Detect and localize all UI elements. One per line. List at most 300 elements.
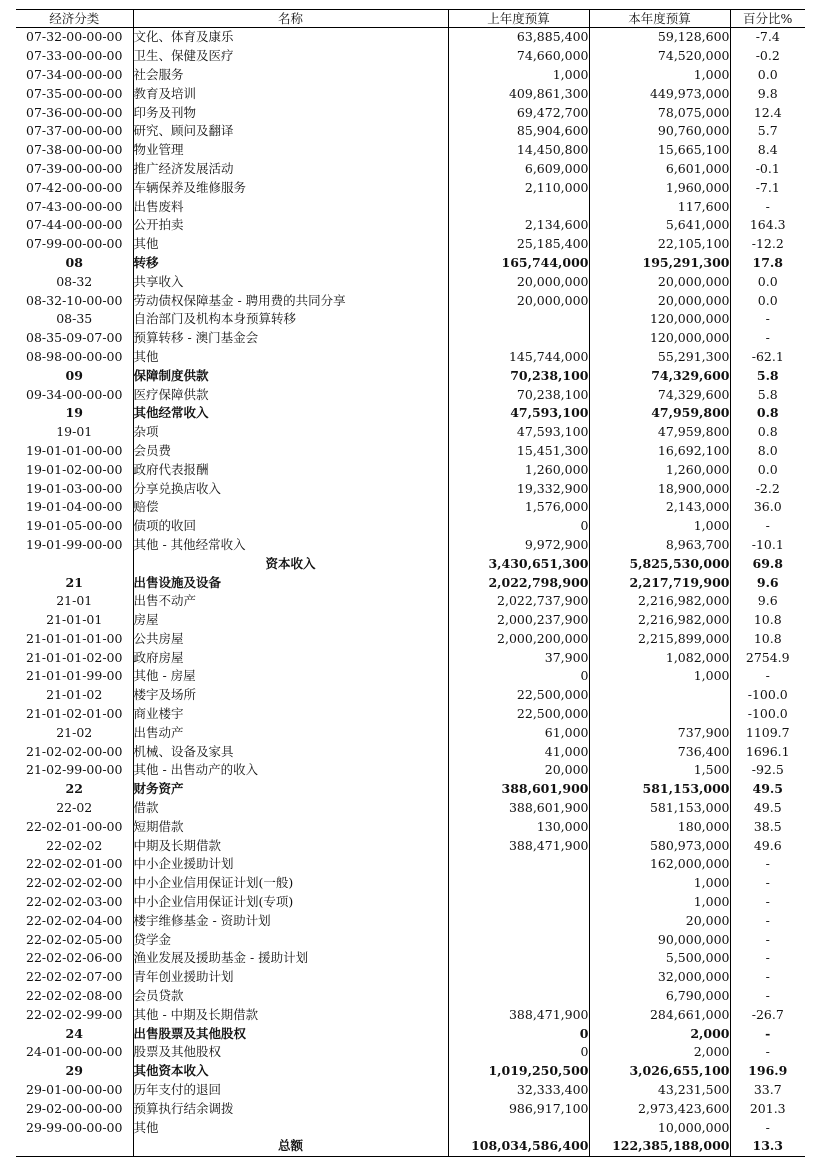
table-row [16, 366, 805, 385]
percentage-cell: 17.8 [730, 254, 805, 273]
item-name-cell: 车辆保养及维修服务 [133, 178, 448, 197]
current-year-amount-cell: 32,000,000 [589, 968, 730, 987]
percentage-cell: -92.5 [730, 761, 805, 780]
percentage-cell: - [730, 197, 805, 216]
previous-year-amount-cell: 0 [448, 517, 589, 536]
item-name-cell: 其他 [133, 348, 448, 367]
economic-code-cell: 22-02-02-03-00 [26, 894, 123, 910]
percentage-cell: - [730, 930, 805, 949]
percentage-cell: -7.1 [730, 178, 805, 197]
economic-code-cell: 09 [65, 367, 83, 383]
previous-year-amount-cell: 388,471,900 [448, 1005, 589, 1024]
table-row [16, 667, 805, 686]
percentage-cell: 9.6 [730, 573, 805, 592]
item-name-cell: 中小企业信用保证计划(专项) [133, 893, 448, 912]
economic-code-cell: 21-01-02 [46, 687, 103, 703]
previous-year-amount-cell: 85,904,600 [448, 122, 589, 141]
current-year-amount-cell: 2,216,982,000 [589, 592, 730, 611]
item-name-cell: 总额 [133, 1137, 448, 1156]
percentage-cell: 5.8 [730, 366, 805, 385]
current-year-amount-cell: 90,000,000 [589, 930, 730, 949]
table-row [16, 442, 805, 461]
previous-year-amount-cell: 2,022,737,900 [448, 592, 589, 611]
economic-code-cell: 08-35-09-07-00 [26, 330, 123, 346]
percentage-cell: 49.5 [730, 799, 805, 818]
economic-code-cell: 07-43-00-00-00 [26, 198, 123, 214]
percentage-cell: - [730, 329, 805, 348]
item-name-cell: 出售股票及其他股权 [133, 1024, 448, 1043]
percentage-cell: 0.0 [730, 272, 805, 291]
previous-year-amount-cell: 32,333,400 [448, 1081, 589, 1100]
percentage-cell: - [730, 874, 805, 893]
item-name-cell: 教育及培训 [133, 84, 448, 103]
percentage-cell: - [730, 987, 805, 1006]
table-row [16, 780, 805, 799]
previous-year-amount-cell: 145,744,000 [448, 348, 589, 367]
item-name-cell: 保障制度供款 [133, 366, 448, 385]
current-year-amount-cell: 15,665,100 [589, 141, 730, 160]
previous-year-amount-cell: 20,000 [448, 761, 589, 780]
economic-code-cell: 22-02-01-00-00 [26, 818, 123, 834]
percentage-cell: - [730, 893, 805, 912]
current-year-amount-cell: 16,692,100 [589, 442, 730, 461]
economic-code-cell [16, 554, 133, 573]
percentage-cell: - [730, 968, 805, 987]
table-row [16, 930, 805, 949]
item-name-cell: 其他经常收入 [133, 404, 448, 423]
previous-year-amount-cell: 14,450,800 [448, 141, 589, 160]
header-row [16, 10, 805, 28]
table-row [16, 272, 805, 291]
economic-code-cell: 08-32-10-00-00 [26, 292, 123, 308]
previous-year-amount-cell: 47,593,100 [448, 423, 589, 442]
economic-code-cell: 21-01-01-01-00 [26, 630, 123, 646]
table-row [16, 28, 805, 47]
item-name-cell: 卫生、保健及医疗 [133, 47, 448, 66]
percentage-cell: 38.5 [730, 817, 805, 836]
previous-year-amount-cell: 47,593,100 [448, 404, 589, 423]
previous-year-amount-cell [448, 874, 589, 893]
header-previous-year-budget: 上年度预算 [448, 10, 589, 28]
item-name-cell: 物业管理 [133, 141, 448, 160]
economic-code-cell: 24 [65, 1025, 83, 1041]
economic-code-cell: 07-39-00-00-00 [26, 160, 123, 176]
current-year-amount-cell: 1,260,000 [589, 460, 730, 479]
previous-year-amount-cell [448, 1118, 589, 1137]
table-row [16, 404, 805, 423]
percentage-cell: - [730, 1118, 805, 1137]
table-row [16, 235, 805, 254]
percentage-cell: - [730, 1043, 805, 1062]
previous-year-amount-cell: 130,000 [448, 817, 589, 836]
economic-code-cell: 08-35 [56, 311, 93, 327]
item-name-cell: 贷学金 [133, 930, 448, 949]
economic-code-cell: 07-33-00-00-00 [26, 48, 123, 64]
current-year-amount-cell: 2,215,899,000 [589, 630, 730, 649]
item-name-cell: 房屋 [133, 611, 448, 630]
percentage-cell: 9.8 [730, 84, 805, 103]
item-name-cell: 机械、设备及家具 [133, 742, 448, 761]
previous-year-amount-cell: 2,110,000 [448, 178, 589, 197]
table-row [16, 122, 805, 141]
current-year-amount-cell: 3,026,655,100 [589, 1062, 730, 1081]
table-row [16, 949, 805, 968]
table-row [16, 742, 805, 761]
previous-year-amount-cell [448, 949, 589, 968]
item-name-cell: 劳动债权保障基金 - 聘用费的共同分享 [133, 291, 448, 310]
economic-code-cell: 07-42-00-00-00 [26, 179, 123, 195]
percentage-cell: 36.0 [730, 498, 805, 517]
percentage-cell: 33.7 [730, 1081, 805, 1100]
percentage-cell: 0.0 [730, 460, 805, 479]
item-name-cell: 中小企业援助计划 [133, 855, 448, 874]
table-body [16, 28, 805, 1157]
item-name-cell: 分享兑换店收入 [133, 479, 448, 498]
economic-code-cell: 21-02 [56, 724, 93, 740]
table-row [16, 630, 805, 649]
table-row [16, 423, 805, 442]
previous-year-amount-cell: 22,500,000 [448, 686, 589, 705]
item-name-cell: 渔业发展及援助基金 - 援助计划 [133, 949, 448, 968]
table-row [16, 254, 805, 273]
current-year-amount-cell: 47,959,800 [589, 423, 730, 442]
percentage-cell: 8.4 [730, 141, 805, 160]
current-year-amount-cell [589, 686, 730, 705]
percentage-cell: - [730, 855, 805, 874]
item-name-cell: 文化、体育及康乐 [133, 28, 448, 47]
item-name-cell: 中期及长期借款 [133, 836, 448, 855]
table-row [16, 836, 805, 855]
percentage-cell: -0.1 [730, 160, 805, 179]
current-year-amount-cell: 43,231,500 [589, 1081, 730, 1100]
item-name-cell: 财务资产 [133, 780, 448, 799]
current-year-amount-cell: 2,000 [589, 1024, 730, 1043]
table-row [16, 291, 805, 310]
previous-year-amount-cell [448, 968, 589, 987]
economic-code-cell: 07-38-00-00-00 [26, 142, 123, 158]
header-economic-classification: 经济分类 [16, 10, 133, 28]
current-year-amount-cell: 180,000 [589, 817, 730, 836]
table-row [16, 178, 805, 197]
previous-year-amount-cell: 388,601,900 [448, 799, 589, 818]
table-row [16, 799, 805, 818]
economic-code-cell: 08 [65, 254, 83, 270]
current-year-amount-cell: 74,520,000 [589, 47, 730, 66]
item-name-cell: 会员贷款 [133, 987, 448, 1006]
economic-code-cell: 21-01-01 [46, 612, 103, 628]
item-name-cell: 转移 [133, 254, 448, 273]
table-header [16, 10, 805, 28]
previous-year-amount-cell: 70,238,100 [448, 385, 589, 404]
table-row [16, 723, 805, 742]
previous-year-amount-cell [448, 310, 589, 329]
item-name-cell: 青年创业援助计划 [133, 968, 448, 987]
percentage-cell: -0.2 [730, 47, 805, 66]
economic-code-cell: 22-02 [56, 800, 93, 816]
item-name-cell: 研究、顾问及翻译 [133, 122, 448, 141]
previous-year-amount-cell: 70,238,100 [448, 366, 589, 385]
economic-code-cell: 22-02-02-99-00 [26, 1006, 123, 1022]
current-year-amount-cell: 20,000 [589, 911, 730, 930]
economic-code-cell: 07-99-00-00-00 [26, 236, 123, 252]
current-year-amount-cell: 120,000,000 [589, 329, 730, 348]
current-year-amount-cell: 1,000 [589, 517, 730, 536]
previous-year-amount-cell: 2,134,600 [448, 216, 589, 235]
percentage-cell: 1109.7 [730, 723, 805, 742]
previous-year-amount-cell [448, 329, 589, 348]
item-name-cell: 杂项 [133, 423, 448, 442]
table-row [16, 141, 805, 160]
previous-year-amount-cell: 388,471,900 [448, 836, 589, 855]
current-year-amount-cell: 90,760,000 [589, 122, 730, 141]
table-row [16, 1099, 805, 1118]
percentage-cell: 0.0 [730, 66, 805, 85]
table-row [16, 103, 805, 122]
table-row [16, 1118, 805, 1137]
economic-code-cell: 24-01-00-00-00 [26, 1044, 123, 1060]
economic-code-cell: 22-02-02-01-00 [26, 856, 123, 872]
table-row [16, 66, 805, 85]
current-year-amount-cell: 195,291,300 [589, 254, 730, 273]
previous-year-amount-cell: 0 [448, 667, 589, 686]
previous-year-amount-cell: 9,972,900 [448, 536, 589, 555]
item-name-cell: 出售动产 [133, 723, 448, 742]
previous-year-amount-cell: 74,660,000 [448, 47, 589, 66]
previous-year-amount-cell [448, 911, 589, 930]
item-name-cell: 历年支付的退回 [133, 1081, 448, 1100]
item-name-cell: 共享收入 [133, 272, 448, 291]
table-row [16, 536, 805, 555]
economic-code-cell: 29-01-00-00-00 [26, 1082, 123, 1098]
economic-code-cell: 07-37-00-00-00 [26, 123, 123, 139]
current-year-amount-cell: 10,000,000 [589, 1118, 730, 1137]
previous-year-amount-cell: 19,332,900 [448, 479, 589, 498]
percentage-cell: 5.7 [730, 122, 805, 141]
previous-year-amount-cell: 1,576,000 [448, 498, 589, 517]
percentage-cell: -62.1 [730, 348, 805, 367]
economic-code-cell: 19-01-04-00-00 [26, 499, 123, 515]
current-year-amount-cell: 5,825,530,000 [589, 554, 730, 573]
item-name-cell: 预算执行结余调拨 [133, 1099, 448, 1118]
percentage-cell: - [730, 517, 805, 536]
table-row [16, 517, 805, 536]
current-year-amount-cell: 1,082,000 [589, 648, 730, 667]
percentage-cell: 1696.1 [730, 742, 805, 761]
previous-year-amount-cell: 37,900 [448, 648, 589, 667]
percentage-cell: - [730, 949, 805, 968]
previous-year-amount-cell: 986,917,100 [448, 1099, 589, 1118]
percentage-cell: -100.0 [730, 686, 805, 705]
previous-year-amount-cell [448, 893, 589, 912]
table-row [16, 310, 805, 329]
percentage-cell: 10.8 [730, 611, 805, 630]
budget-table [16, 9, 805, 1157]
current-year-amount-cell: 1,000 [589, 893, 730, 912]
current-year-amount-cell: 20,000,000 [589, 291, 730, 310]
percentage-cell: 196.9 [730, 1062, 805, 1081]
item-name-cell: 其他 - 其他经常收入 [133, 536, 448, 555]
current-year-amount-cell: 1,500 [589, 761, 730, 780]
current-year-amount-cell: 122,385,188,000 [589, 1137, 730, 1156]
table-row [16, 874, 805, 893]
economic-code-cell: 09-34-00-00-00 [26, 386, 123, 402]
item-name-cell: 出售废料 [133, 197, 448, 216]
current-year-amount-cell: 47,959,800 [589, 404, 730, 423]
previous-year-amount-cell: 69,472,700 [448, 103, 589, 122]
previous-year-amount-cell: 2,022,798,900 [448, 573, 589, 592]
item-name-cell: 政府代表报酬 [133, 460, 448, 479]
item-name-cell: 预算转移 - 澳门基金会 [133, 329, 448, 348]
table-row [16, 987, 805, 1006]
percentage-cell: 2754.9 [730, 648, 805, 667]
previous-year-amount-cell: 409,861,300 [448, 84, 589, 103]
economic-code-cell: 21-01 [56, 593, 93, 609]
item-name-cell: 公开拍卖 [133, 216, 448, 235]
previous-year-amount-cell: 0 [448, 1024, 589, 1043]
previous-year-amount-cell: 0 [448, 1043, 589, 1062]
table-row [16, 47, 805, 66]
economic-code-cell: 19-01 [56, 424, 93, 440]
current-year-amount-cell: 1,960,000 [589, 178, 730, 197]
economic-code-cell: 21-01-01-02-00 [26, 649, 123, 665]
current-year-amount-cell: 18,900,000 [589, 479, 730, 498]
economic-code-cell: 07-34-00-00-00 [26, 66, 123, 82]
economic-code-cell: 21-01-02-01-00 [26, 706, 123, 722]
current-year-amount-cell: 162,000,000 [589, 855, 730, 874]
economic-code-cell: 07-32-00-00-00 [26, 29, 123, 45]
percentage-cell: - [730, 310, 805, 329]
previous-year-amount-cell: 1,000 [448, 66, 589, 85]
economic-code-cell: 21-01-01-99-00 [26, 668, 123, 684]
item-name-cell: 出售设施及设备 [133, 573, 448, 592]
table-row [16, 385, 805, 404]
current-year-amount-cell: 737,900 [589, 723, 730, 742]
table-row [16, 197, 805, 216]
item-name-cell: 自治部门及机构本身预算转移 [133, 310, 448, 329]
percentage-cell: 5.8 [730, 385, 805, 404]
table-row [16, 817, 805, 836]
table-row [16, 592, 805, 611]
table-row [16, 498, 805, 517]
previous-year-amount-cell [448, 855, 589, 874]
current-year-amount-cell: 449,973,000 [589, 84, 730, 103]
item-name-cell: 其他资本收入 [133, 1062, 448, 1081]
table-row [16, 573, 805, 592]
previous-year-amount-cell: 41,000 [448, 742, 589, 761]
economic-code-cell: 21 [65, 574, 83, 590]
table-row [16, 611, 805, 630]
previous-year-amount-cell [448, 987, 589, 1006]
economic-code-cell: 19-01-01-00-00 [26, 442, 123, 458]
table-row [16, 968, 805, 987]
item-name-cell: 其他 - 房屋 [133, 667, 448, 686]
current-year-amount-cell: 581,153,000 [589, 780, 730, 799]
table-row [16, 479, 805, 498]
economic-code-cell: 19-01-05-00-00 [26, 518, 123, 534]
item-name-cell: 中小企业信用保证计划(一般) [133, 874, 448, 893]
percentage-cell: 8.0 [730, 442, 805, 461]
current-year-amount-cell: 6,601,000 [589, 160, 730, 179]
percentage-cell: 13.3 [730, 1137, 805, 1156]
item-name-cell: 其他 [133, 235, 448, 254]
current-year-amount-cell: 59,128,600 [589, 28, 730, 47]
previous-year-amount-cell: 3,430,651,300 [448, 554, 589, 573]
economic-code-cell: 08-32 [56, 273, 93, 289]
economic-code-cell: 22-02-02-05-00 [26, 931, 123, 947]
item-name-cell: 推广经济发展活动 [133, 160, 448, 179]
table-row [16, 84, 805, 103]
current-year-amount-cell: 2,216,982,000 [589, 611, 730, 630]
current-year-amount-cell: 581,153,000 [589, 799, 730, 818]
item-name-cell: 楼宇维修基金 - 资助计划 [133, 911, 448, 930]
percentage-cell: - [730, 667, 805, 686]
table-row [16, 893, 805, 912]
current-year-amount-cell: 1,000 [589, 66, 730, 85]
percentage-cell: 164.3 [730, 216, 805, 235]
current-year-amount-cell: 6,790,000 [589, 987, 730, 1006]
economic-code-cell: 22 [65, 781, 83, 797]
economic-code-cell: 21-02-02-00-00 [26, 743, 123, 759]
current-year-amount-cell: 20,000,000 [589, 272, 730, 291]
current-year-amount-cell: 1,000 [589, 667, 730, 686]
previous-year-amount-cell: 15,451,300 [448, 442, 589, 461]
economic-code-cell: 07-44-00-00-00 [26, 217, 123, 233]
item-name-cell: 印务及刊物 [133, 103, 448, 122]
item-name-cell: 资本收入 [133, 554, 448, 573]
previous-year-amount-cell: 2,000,237,900 [448, 611, 589, 630]
item-name-cell: 其他 [133, 1118, 448, 1137]
percentage-cell: 49.6 [730, 836, 805, 855]
economic-code-cell: 08-98-00-00-00 [26, 348, 123, 364]
header-current-year-budget: 本年度预算 [589, 10, 730, 28]
percentage-cell: 69.8 [730, 554, 805, 573]
previous-year-amount-cell [448, 930, 589, 949]
percentage-cell: 12.4 [730, 103, 805, 122]
economic-code-cell: 07-35-00-00-00 [26, 85, 123, 101]
table-row [16, 1043, 805, 1062]
previous-year-amount-cell: 108,034,586,400 [448, 1137, 589, 1156]
current-year-amount-cell: 2,000 [589, 1043, 730, 1062]
table-row [16, 216, 805, 235]
current-year-amount-cell: 55,291,300 [589, 348, 730, 367]
item-name-cell: 公共房屋 [133, 630, 448, 649]
item-name-cell: 赔偿 [133, 498, 448, 517]
item-name-cell: 社会服务 [133, 66, 448, 85]
previous-year-amount-cell [448, 197, 589, 216]
percentage-cell: - [730, 1024, 805, 1043]
item-name-cell: 医疗保障供款 [133, 385, 448, 404]
item-name-cell: 短期借款 [133, 817, 448, 836]
percentage-cell: -26.7 [730, 1005, 805, 1024]
header-percentage: 百分比% [730, 10, 805, 28]
current-year-amount-cell: 5,641,000 [589, 216, 730, 235]
previous-year-amount-cell: 2,000,200,000 [448, 630, 589, 649]
economic-code-cell: 29-02-00-00-00 [26, 1100, 123, 1116]
economic-code-cell: 22-02-02-04-00 [26, 912, 123, 928]
item-name-cell: 其他 - 出售动产的收入 [133, 761, 448, 780]
economic-code-cell: 21-02-99-00-00 [26, 762, 123, 778]
previous-year-amount-cell: 165,744,000 [448, 254, 589, 273]
economic-code-cell [16, 1137, 133, 1156]
percentage-cell: 201.3 [730, 1099, 805, 1118]
percentage-cell: 0.8 [730, 404, 805, 423]
previous-year-amount-cell: 1,260,000 [448, 460, 589, 479]
item-name-cell: 借款 [133, 799, 448, 818]
table-row [16, 1062, 805, 1081]
previous-year-amount-cell: 25,185,400 [448, 235, 589, 254]
item-name-cell: 楼宇及场所 [133, 686, 448, 705]
current-year-amount-cell: 78,075,000 [589, 103, 730, 122]
